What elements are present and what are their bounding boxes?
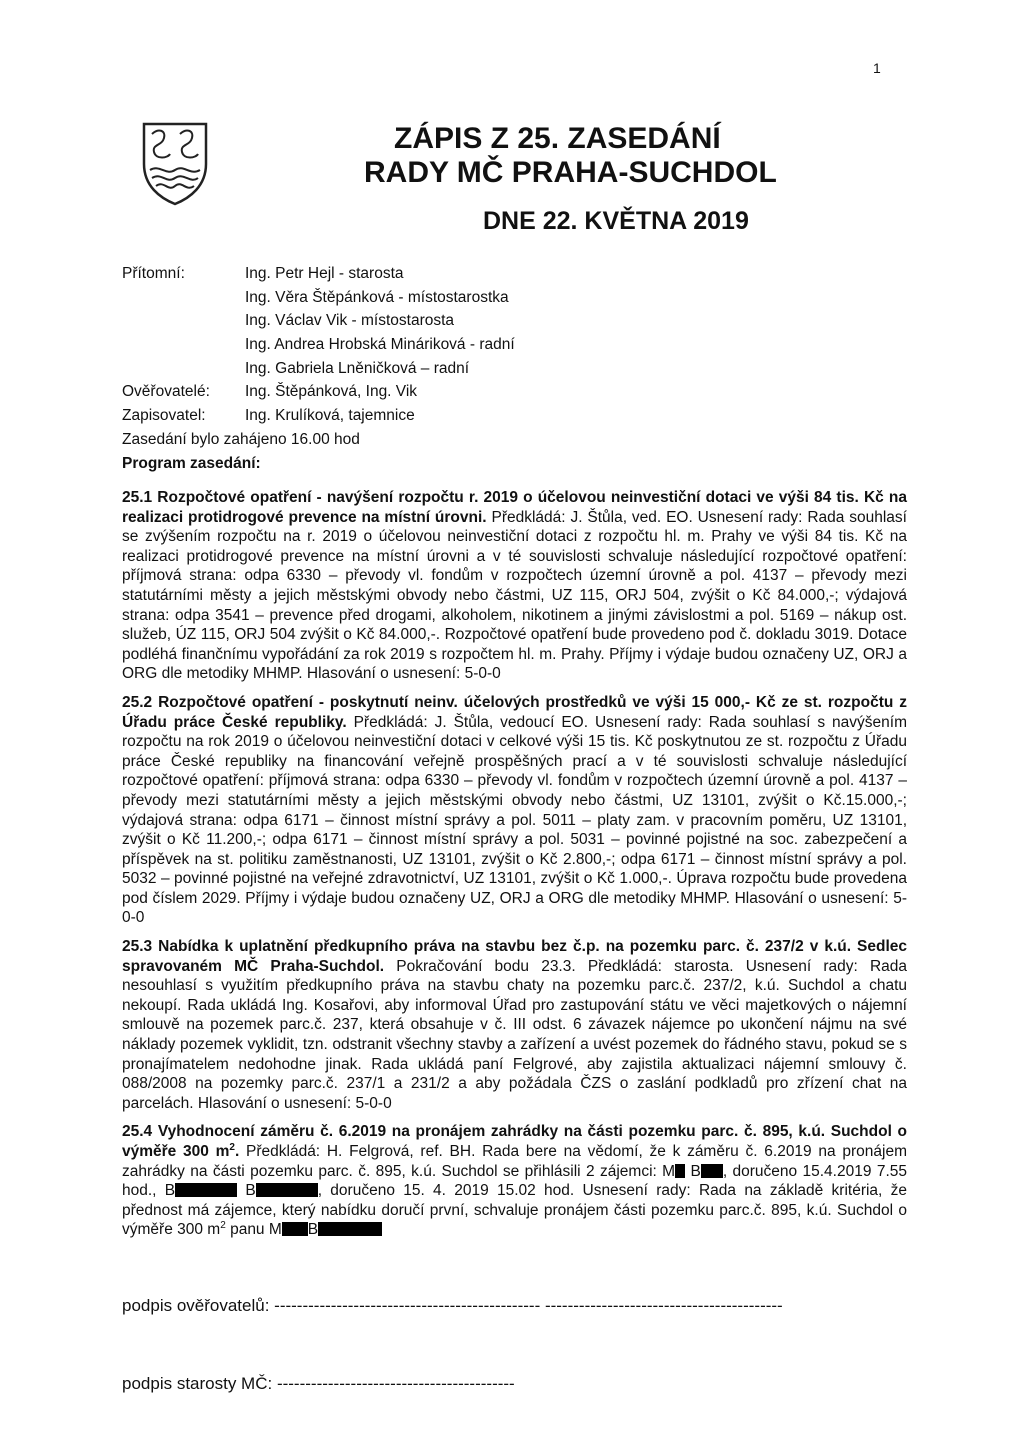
attendance-row <box>122 357 912 381</box>
verifiers-label: Ověřovatelé: <box>122 383 210 401</box>
coat-of-arms-icon <box>140 120 210 206</box>
agenda-item-text: Předkládá: J. Štůla, ved. EO. Usnesení rady: Rada souhlasí se zvýšením rozpočtu na r. 2019 o účelovou neinvestiční dotaci z rozpočtu hl. m. Prahy ve výši 84 tis. Kč na realizaci protidrogové prevence na místní úrovni a v té souvislosti schvaluje následující rozpočtové opatření: příjmová strana: odpa 6330 – převody vl. fondům v rozpočtech územní úrovně a pol. 4137 – převody mezi statutárními městy a jejich městskými obvody nebo částmi, UZ 115, ORJ 504, zvýšit o Kč 84.000,-; výdajová strana: odpa 3541 – prevence před drogami, alkoholem, nikotinem a jinými závislostmi a pol. 5169 – nákup ost. služeb, ÚZ 115, ORJ 504 zvýšit o Kč 84.000,-. Rozpočtové opatření bude provedeno pod č. dokladu 3019. Dotace podléhá finančnímu vypořádání za rok 2019 s rozpočtem hl. m. Prahy. Příjmy i výdaje budou označeny UZ, ORJ a ORG dle metodiky MHMP. Hlasování o usnesení: 5-0-0 <box>122 508 907 683</box>
program-label: Program zasedání: <box>122 454 261 472</box>
agenda-item-heading: 25.4 Vyhodnocení záměru č. 6.2019 na pronájem zahrádky na části pozemku parc. č. 895, k.ú. Suchdol o výměře 300 $m^2$. <box>122 1123 907 1160</box>
attendance-row <box>122 333 912 357</box>
document-title-line1: ZÁPIS Z 25. ZASEDÁNÍ <box>394 122 721 155</box>
present-member: Ing. Andrea Hrobská Mináriková - radní <box>245 336 515 354</box>
verifiers-signature-line: podpis ověřovatelů: ----------------------------------------------- ------------------------------------------ <box>122 1296 783 1315</box>
agenda-item <box>122 488 907 684</box>
present-member: Ing. Václav Vik - místostarosta <box>245 312 455 330</box>
mayor-signature-line: podpis starosty MČ: ------------------------------------------ <box>122 1374 515 1393</box>
agenda-item <box>122 937 907 1113</box>
attendance-row <box>122 286 912 310</box>
verifiers-value: Ing. Štěpánková, Ing. Vik <box>245 383 418 401</box>
attendance-block <box>122 262 912 475</box>
minutes-body <box>122 488 907 1249</box>
recorder-value: Ing. Krulíková, tajemnice <box>245 407 415 425</box>
present-member: Ing. Petr Hejl - starosta <box>245 265 404 282</box>
agenda-item <box>122 693 907 928</box>
redaction <box>318 1222 382 1236</box>
present-member: Ing. Věra Štěpánková - místostarostka <box>245 288 509 306</box>
redaction <box>256 1183 318 1197</box>
document-title-line2: RADY MČ PRAHA-SUCHDOL <box>364 156 777 189</box>
attendance-row <box>122 380 912 404</box>
redaction <box>175 1183 237 1197</box>
redaction <box>282 1222 308 1236</box>
document-date: DNE 22. KVĚTNA 2019 <box>483 207 749 235</box>
attendance-row <box>122 404 912 428</box>
page-number: 1 <box>873 60 881 76</box>
redaction <box>675 1164 685 1178</box>
opening-time: Zasedání bylo zahájeno 16.00 hod <box>122 430 360 448</box>
agenda-item: 25.4 Vyhodnocení záměru č. 6.2019 na pronájem zahrádky na části pozemku parc. č. 895, k.ú. Suchdol o výměře 300 $m^2$. Předkládá: H. Felgrová, ref. BH. Rada bere na vědomí, že k záměru č. 6.2019 na pronájem zahrádky na části pozemku parc. č. 895, k.ú. Suchdol se přihlásili 2 zájemci: M B , doručeno 15.4.2019 7.55 hod., B B , doručeno 15. 4. 2019 15.02 hod. Usnesení rady: Rada na základě kritéria, že přednost má zájemce, který nabídku doručí první, schvaluje pronájem části pozemku parc.č. 895, k.ú. Suchdol o výměře 300 $m^2$ panu M B <box>122 1123 907 1239</box>
agenda-item-heading: 25.3 Nabídka k uplatnění předkupního práva na stavbu bez č.p. na pozemku parc. č. 237/2 v k.ú. Sedlec spravovaném MČ Praha-Suchdol. <box>122 938 907 975</box>
recorder-label: Zapisovatel: <box>122 407 206 425</box>
attendance-row <box>122 262 912 286</box>
agenda-item-heading: 25.1 Rozpočtové opatření - navýšení rozpočtu r. 2019 o účelovou neinvestiční dotaci ve výši 84 tis. Kč na realizaci protidrogové prevence na místní úrovni. <box>122 489 907 526</box>
agenda-item-text: Pokračování bodu 23.3. Předkládá: starosta. Usnesení rady: Rada nesouhlasí s využitím předkupního práva na stavbu chaty na pozemku parc.č. 237/2, k.ú. Suchdol a chatu nekoupí. Rada ukládá Ing. Kosařovi, aby informoval Úřad pro zastupování státu ve věci majetkových o nájemní smlouvě na pozemek parc.č. 237, která obsahuje v č. III odst. 6 závazek nájemce po ukončení nájmu na své náklady pozemek vyklidit, tzn. odstranit všechny stavby a zařízení a uvést pozemek do řádného stavu, pokud se s pronajímatelem nedohodne jinak. Rada ukládá paní Felgrové, aby zajistila aktualizaci nájemní smlouvy č. 088/2008 na pozemky parc.č. 237/1 a 231/2 a aby požádala ČZS o zaslání podkladů pro zřízení chat na parcelách. Hlasování o usnesení: 5-0-0 <box>122 957 908 1112</box>
agenda-item-heading: 25.2 Rozpočtové opatření - poskytnutí neinv. účelových prostředků ve výši 15 000,- Kč ze st. rozpočtu z Úřadu práce České republiky. <box>122 693 907 731</box>
present-member: Ing. Gabriela Lněničková – radní <box>245 359 470 377</box>
attendance-row <box>122 309 912 333</box>
agenda-item-text: Předkládá: J. Štůla, vedoucí EO. Usnesení rady: Rada souhlasí s navýšením rozpočtu na rok 2019 o účelovou neinvestiční dotaci v celkové výši 15 tis. Kč poskytnutou ze st. rozpočtu z Úřadu práce České republiky na financování veřejně prospěšných prací a v té souvislosti schvaluje následující rozpočtové opatření: příjmová strana: odpa 6330 – převody vl. fondům v rozpočtech územní úrovně a pol. 4137 – převody mezi statutárními městy a jejich městskými obvody nebo částmi, UZ 13101, zvýšit o Kč.15.000,-; výdajová strana: odpa 6171 – činnost místní správy a pol. 5011 – platy zam. v pracovním poměru, UZ 13101, zvýšit o Kč 11.200,-; odpa 6171 – činnost místní správy a pol. 5031 – povinné pojistné na soc. zabezpečení a příspěvek na st. politiku zaměstnanosti, UZ 13101, zvýšit o Kč 2.800,-; odpa 6171 – činnost místní správy a pol. 5032 – povinné pojistné na veřejné zdravotnictví, UZ 13101, zvýšit o Kč 1.000,-. Úprava rozpočtu bude provedena pod číslem 2029. Příjmy i výdaje budou označeny UZ, ORJ a ORG dle metodiky MHMP. Hlasování o usnesení: 5-0-0 <box>122 713 907 927</box>
redaction <box>701 1164 723 1178</box>
present-label: Přítomní: <box>122 265 185 282</box>
